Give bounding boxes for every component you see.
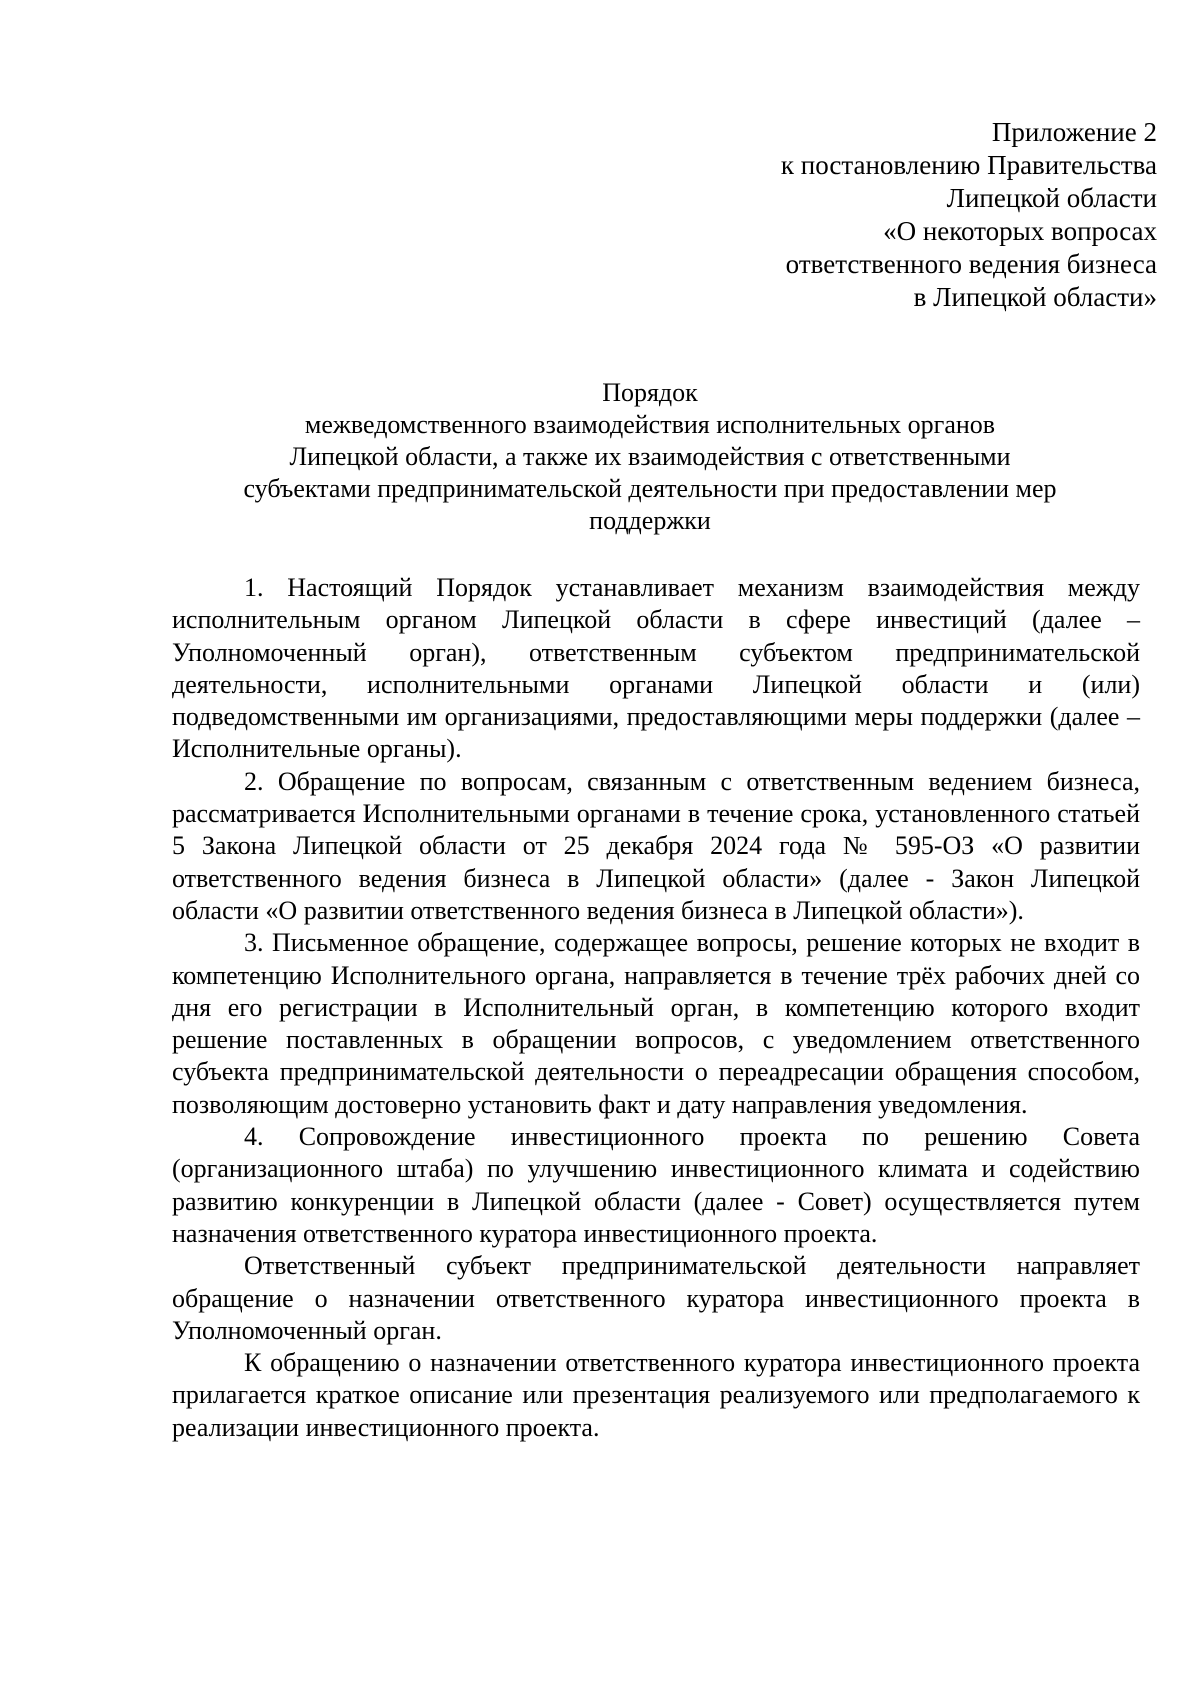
appendix-line: Приложение 2 (991, 117, 1157, 147)
paragraph-4: 4. Сопровождение инвестиционного проекта по решению Совета (организационного штаба) по улучшению инвестиционного климата и содействию развитию конкуренции в Липецкой области (далее - Совет) осуществляется путем назначения ответственного куратора инвестиционного проекта. (172, 1122, 1140, 1248)
title-line: субъектами предпринимательской деятельности при предоставлении мер (243, 474, 1057, 503)
title-line: поддержки (589, 506, 711, 535)
appendix-line: Липецкой области (946, 183, 1157, 213)
title-line: межведомственного взаимодействия исполнительных органов (304, 410, 996, 439)
paragraph-1: 1. Настоящий Порядок устанавливает механизм взаимодействия между исполнительным органом Липецкой области в сфере инвестиций (далее – Уполномоченный орган), ответственным субъектом предпринимательской деятельности, исполнительными органами Липецкой области и (или) подведомственными им организациями, предоставляющими меры поддержки (далее – Исполнительные органы). (172, 573, 1140, 764)
appendix-line: ответственного ведения бизнеса (785, 249, 1157, 279)
paragraph-6: К обращению о назначении ответственного куратора инвестиционного проекта прилагается краткое описание или презентация реализуемого или предполагаемого к реализации инвестиционного проекта. (172, 1348, 1140, 1442)
appendix-line: в Липецкой области» (913, 282, 1157, 312)
title-line: Порядок (602, 378, 698, 407)
appendix-line: к постановлению Правительства (780, 150, 1157, 180)
document-body (172, 572, 1140, 1444)
appendix-line: «О некоторых вопросах (883, 216, 1157, 246)
appendix-header (781, 116, 1157, 314)
title-line: Липецкой области, а также их взаимодействия с ответственными (289, 442, 1011, 471)
paragraph-5: Ответственный субъект предпринимательской деятельности направляет обращение о назначении ответственного куратора инвестиционного проекта в Уполномоченный орган. (172, 1251, 1140, 1345)
paragraph-2: 2. Обращение по вопросам, связанным с ответственным ведением бизнеса, рассматривается Исполнительными органами в течение срока, установленного статьей 5 Закона Липецкой области от 25 декабря 2024 года № 595-ОЗ «О развитии ответственного ведения бизнеса в Липецкой области» (далее - Закон Липецкой области «О развитии ответственного ведения бизнеса в Липецкой области»). (172, 766, 1140, 925)
document-title (170, 377, 1130, 537)
paragraph-3: 3. Письменное обращение, содержащее вопросы, решение которых не входит в компетенцию Исполнительного органа, направляется в течение трёх рабочих дней со дня его регистрации в Исполнительный орган, в компетенцию которого входит решение поставленных в обращении вопросов, с уведомлением ответственного субъекта предпринимательской деятельности о переадресации обращения способом, позволяющим достоверно установить факт и дату направления уведомления. (172, 928, 1140, 1119)
